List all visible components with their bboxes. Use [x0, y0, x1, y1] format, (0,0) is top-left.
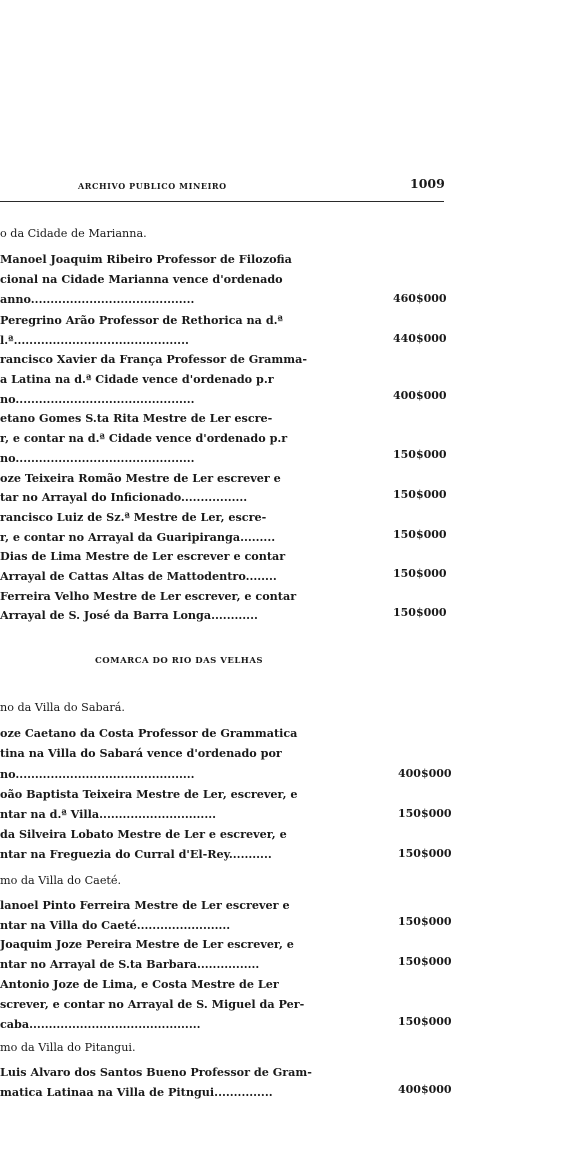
entry-line: Peregrino Arão Professor de Rethorica na d.ª — [0, 313, 283, 327]
entry-line: Dias de Lima Mestre de Ler escrever e contar — [0, 549, 286, 563]
salary-amount: 440$000 — [393, 332, 447, 345]
entry-line: ntar na Villa do Caeté........................ — [0, 918, 231, 932]
entry-line: etano Gomes S.ta Rita Mestre de Ler escre- — [0, 411, 273, 425]
running-head: ARCHIVO PUBLICO MINEIRO — [78, 181, 227, 191]
section-heading-caete: mo da Villa do Caeté. — [0, 874, 122, 887]
salary-amount: 150$000 — [393, 528, 447, 541]
salary-amount: 150$000 — [393, 448, 447, 461]
entry-line: no.............................................. — [0, 392, 195, 406]
entry-line: rancisco Luiz de Sz.ª Mestre de Ler, escre- — [0, 510, 267, 524]
entry-line: l.ª............................................. — [0, 333, 189, 347]
salary-amount: 400$000 — [398, 767, 452, 780]
entry-line: anno.......................................... — [0, 292, 195, 306]
entry-line: no.............................................. — [0, 767, 195, 781]
entry-line: oze Teixeira Romão Mestre de Ler escrever e — [0, 471, 281, 485]
page-number: 1009 — [410, 176, 445, 191]
salary-amount: 400$000 — [393, 389, 447, 402]
entry-line: Arrayal de S. José da Barra Longa............ — [0, 608, 258, 622]
entry-line: screver, e contar no Arrayal de S. Miguel da Per- — [0, 997, 305, 1011]
entry-line: a Latina na d.ª Cidade vence d'ordenado p.r — [0, 372, 274, 386]
entry-line: Antonio Joze de Lima, e Costa Mestre de Ler — [0, 977, 279, 991]
entry-line: Arrayal de Cattas Altas de Mattodentro........ — [0, 569, 277, 583]
salary-amount: 150$000 — [393, 606, 447, 619]
salary-amount: 400$000 — [398, 1083, 452, 1096]
page-header — [0, 176, 586, 200]
entry-line: r, e contar no Arrayal da Guaripiranga......... — [0, 530, 276, 544]
entry-line: oze Caetano da Costa Professor de Grammatica — [0, 726, 298, 740]
salary-amount: 150$000 — [398, 955, 452, 968]
entry-line: matica Latinaa na Villa de Pitngui............... — [0, 1085, 273, 1099]
entry-line: ntar na d.ª Villa.............................. — [0, 807, 217, 821]
entry-line: no.............................................. — [0, 451, 195, 465]
section-heading-sabara: no da Villa do Sabará. — [0, 701, 125, 714]
entry-line: tina na Villa do Sabará vence d'ordenado por — [0, 746, 282, 760]
entry-line: ntar no Arrayal de S.ta Barbara................ — [0, 957, 260, 971]
comarca-title: COMARCA DO RIO DAS VELHAS — [95, 656, 264, 666]
entry-line: da Silveira Lobato Mestre de Ler e escrever, e — [0, 827, 287, 841]
salary-amount: 150$000 — [398, 915, 452, 928]
entry-line: Luis Alvaro dos Santos Bueno Professor de Gram- — [0, 1065, 312, 1079]
salary-amount: 150$000 — [393, 488, 447, 501]
entry-line: rancisco Xavier da França Professor de Gramma- — [0, 352, 307, 366]
entry-line: ntar na Freguezia do Curral d'El-Rey........... — [0, 847, 272, 861]
salary-amount: 150$000 — [393, 567, 447, 580]
salary-amount: 150$000 — [398, 1015, 452, 1028]
salary-amount: 150$000 — [398, 847, 452, 860]
entry-line: tar no Arrayal do Inficionado................. — [0, 490, 248, 504]
entry-line: caba............................................ — [0, 1017, 201, 1031]
entry-line: Ferreira Velho Mestre de Ler escrever, e contar — [0, 589, 297, 603]
section-heading-marianna: o da Cidade de Marianna. — [0, 227, 147, 240]
entry-line: Joaquim Joze Pereira Mestre de Ler escrever, e — [0, 937, 294, 951]
entry-line: r, e contar na d.ª Cidade vence d'ordenado p.r — [0, 431, 288, 445]
section-heading-pitangui: mo da Villa do Pitangui. — [0, 1041, 136, 1054]
entry-line: cional na Cidade Marianna vence d'ordenado — [0, 272, 283, 286]
entry-line: lanoel Pinto Ferreira Mestre de Ler escrever e — [0, 898, 290, 912]
header-rule — [0, 201, 444, 202]
salary-amount: 150$000 — [398, 807, 452, 820]
salary-amount: 460$000 — [393, 292, 447, 305]
entry-line: oão Baptista Teixeira Mestre de Ler, escrever, e — [0, 787, 298, 801]
entry-line: Manoel Joaquim Ribeiro Professor de Filozofia — [0, 252, 292, 266]
